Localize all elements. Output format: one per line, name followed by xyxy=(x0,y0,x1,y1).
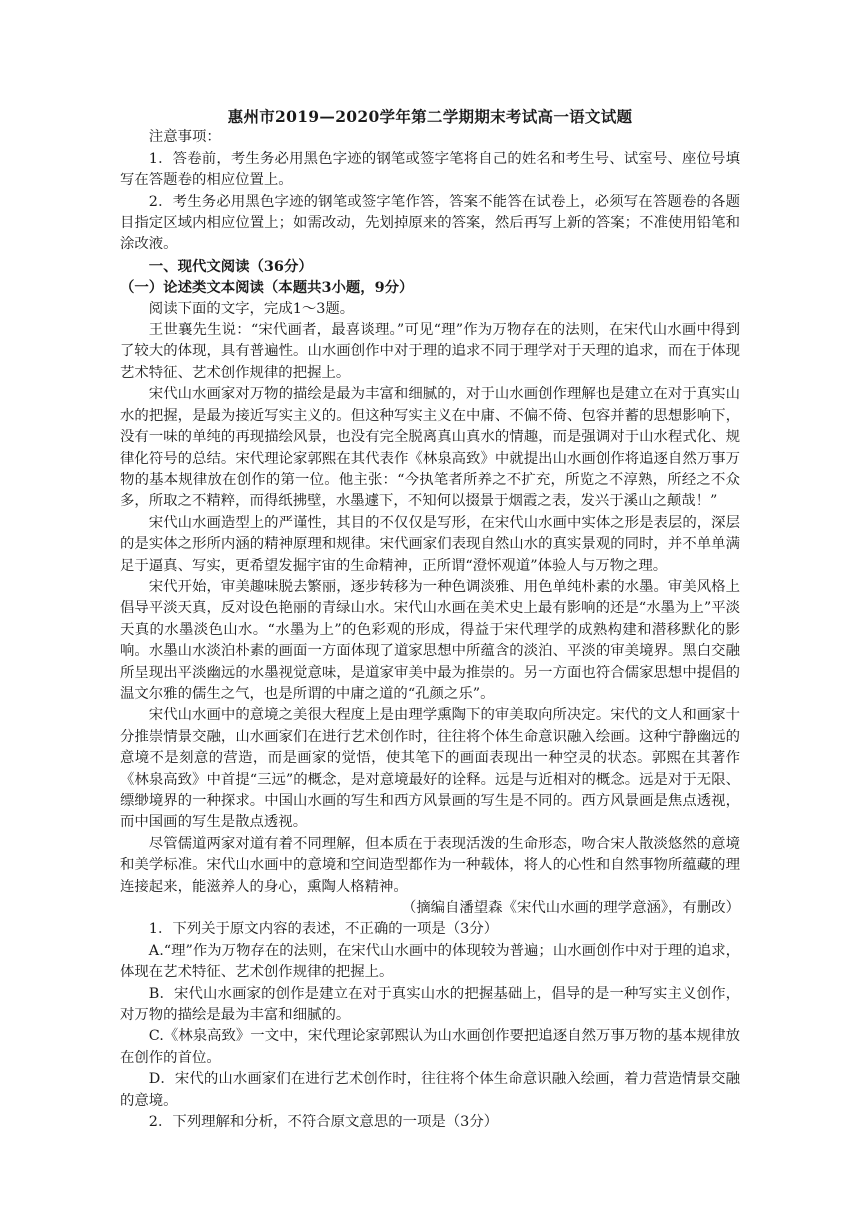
notice-item-2: 2．考生务必用黑色字迹的钢笔或签字笔作答，答案不能答在试卷上，必须写在答题卷的各题目指定区域内相应位置上；如需改动，先划掉原来的答案，然后再写上新的答案；不准使用铅笔和涂改液。 xyxy=(120,193,740,253)
passage-paragraph: 宋代开始，审美趣味脱去繁丽，逐步转移为一种色调淡雅、用色单纯朴素的水墨。审美风格上倡导平淡天真，反对设色艳丽的青绿山水。宋代山水画在美术史上最有影响的还是“水墨为上”平淡天真的水墨淡色山水。“水墨为上”的色彩观的形成，得益于宋代理学的成熟构建和潜移默化的影响。水墨山水淡泊朴素的画面一方面体现了道家思想中所蕴含的淡泊、平淡的审美境界。黑白交融所呈现出平淡幽远的水墨视觉意味，是道家审美中最为推崇的。另一方面也符合儒家思想中提倡的温文尔雅的儒生之气，也是所谓的中庸之道的“孔颜之乐”。 xyxy=(120,578,740,702)
notice-heading: 注意事项： xyxy=(148,129,221,146)
reading-instruction: 阅读下面的文字，完成1～3题。 xyxy=(148,300,355,317)
passage-paragraph: 宋代山水画造型上的严谨性，其目的不仅仅是写形，在宋代山水画中实体之形是表层的，深层的是实体之形所内涵的精神原理和规律。宋代画家们表现自然山水的真实景观的同时，并不单单满足于逼真、写实，更希望发掘宇宙的生命精神，正所谓“澄怀观道”体验人与万物之理。 xyxy=(120,514,740,574)
notice-item-1: 1．答卷前，考生务必用黑色字迹的钢笔或签字笔将自己的姓名和考生号、试室号、座位号填写在答题卷的相应位置上。 xyxy=(120,150,740,189)
section-heading: 一、现代文阅读（36分） xyxy=(148,257,313,275)
exam-page xyxy=(120,106,740,1134)
question-1-option-a: A.“理”作为万物存在的法则，在宋代山水画中的体现较为普遍；山水画创作中对于理的追求，体现在艺术特征、艺术创作规律的把握上。 xyxy=(120,942,740,981)
passage-paragraph: 尽管儒道两家对道有着不同理解，但本质在于表现活泼的生命形态，吻合宋人散淡悠然的意境和美学标准。宋代山水画中的意境和空间造型都作为一种载体，将人的心性和自然事物所蕴藏的理连接起来，能滋养人的身心，熏陶人格精神。 xyxy=(120,835,740,895)
passage-paragraph: 宋代山水画家对万物的描绘是最为丰富和细腻的，对于山水画创作理解也是建立在对于真实山水的把握，是最为接近写实主义的。但这种写实主义在中庸、不偏不倚、包容并蓄的思想影响下，没有一味的单纯的再现描绘风景，也没有完全脱离真山真水的情趣，而是强调对于山水程式化、规律化符号的总结。宋代理论家郭熙在其代表作《林泉高致》中就提出山水画创作将追逐自然万事万物的基本规律放在创作的第一位。他主张：“今执笔者所养之不扩充，所览之不淳熟，所经之不众多，所取之不精粹，而得纸拂壁，水墨遽下，不知何以掇景于烟霞之表，发兴于溪山之颠哉！” xyxy=(120,386,740,510)
passage-paragraph: 宋代山水画中的意境之美很大程度上是由理学熏陶下的审美取向所决定。宋代的文人和画家十分推崇情景交融，山水画家们在进行艺术创作时，往往将个体生命意识融入绘画。这种宁静幽远的意境不是刻意的营造，而是画家的觉悟，使其笔下的画面表现出一种空灵的状态。郭熙在其著作《林泉高致》中首提“三远”的概念，是对意境最好的诠释。远是与近相对的概念。远是对于无限、缥缈境界的一种探求。中国山水画的写生和西方风景画的写生是不同的。西方风景画是焦点透视，而中国画的写生是散点透视。 xyxy=(120,707,740,831)
passage-source: （摘编自潘望森《宋代山水画的理学意涵》，有删改） xyxy=(401,900,740,917)
passage-paragraph: 王世襄先生说：“宋代画者，最喜谈理。”可见“理”作为万物存在的法则，在宋代山水画中得到了较大的体现，具有普遍性。山水画创作中对于理的追求不同于理学对于天理的追求，而在于体现艺术特征、艺术创作规律的把握上。 xyxy=(120,322,740,381)
question-1-stem: 1．下列关于原文内容的表述，不正确的一项是（3分） xyxy=(148,921,499,938)
question-1-option-d: D．宋代的山水画家们在进行艺术创作时，往往将个体生命意识融入绘画，着力营造情景交融的意境。 xyxy=(120,1071,740,1109)
question-2-stem: 2．下列理解和分析，不符合原文意思的一项是（3分） xyxy=(148,1114,499,1131)
question-1-option-c: C.《林泉高致》一文中，宋代理论家郭熙认为山水画创作要把追逐自然万事万物的基本规律放在创作的首位。 xyxy=(120,1028,740,1066)
page-title: 惠州市2019—2020学年第二学期期末考试高一语文试题 xyxy=(227,107,633,126)
question-1-option-b: B．宋代山水画家的创作是建立在对于真实山水的把握基础上，倡导的是一种写实主义创作，对万物的描绘是最为丰富和细腻的。 xyxy=(120,985,740,1024)
subsection-heading: （一）论述类文本阅读（本题共3小题，9分） xyxy=(120,279,414,297)
